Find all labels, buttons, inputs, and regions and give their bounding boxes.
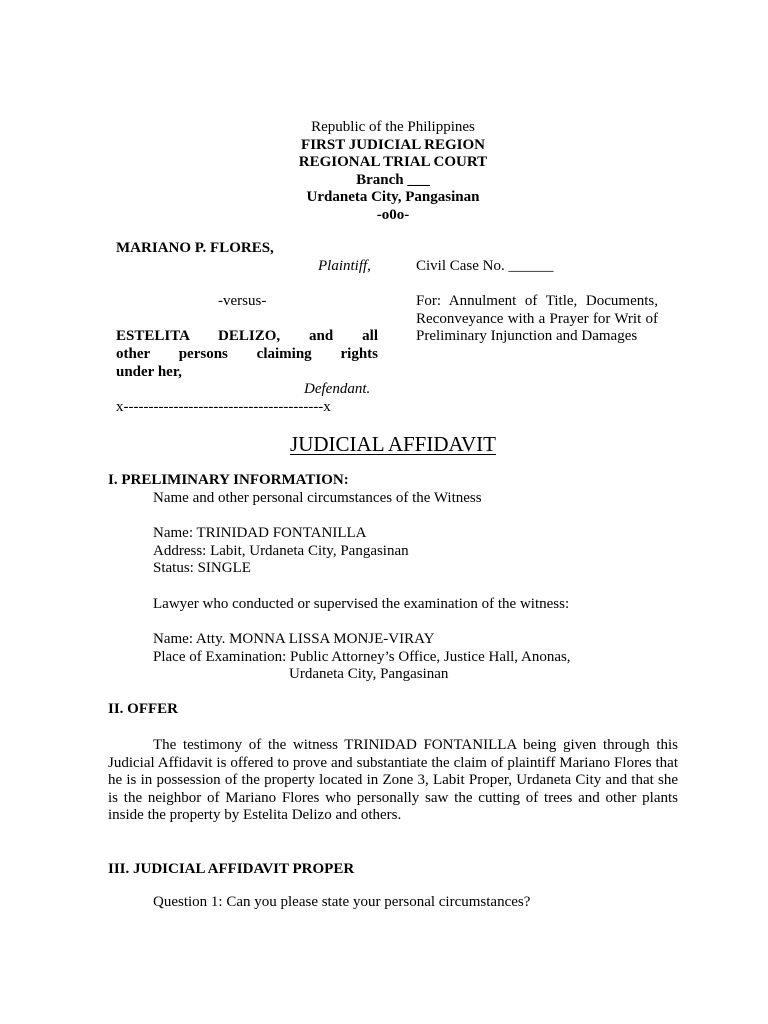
question-1: Question 1: Can you please state your personal circumstances? [153, 894, 531, 910]
witness-address: Address: Labit, Urdaneta City, Pangasinan [153, 543, 409, 559]
header-city: Urdaneta City, Pangasinan [306, 189, 480, 205]
document-title [0, 432, 768, 456]
header-republic: Republic of the Philippines [311, 119, 475, 135]
court-header [0, 119, 768, 224]
plaintiff-role: Plaintiff, [318, 258, 371, 274]
versus-label: -versus- [218, 293, 267, 309]
caption-separator: x----------------------------------------x [116, 399, 331, 415]
document-title-text: JUDICIAL AFFIDAVIT [290, 432, 496, 456]
header-ornament: -o0o- [376, 206, 410, 223]
header-branch: Branch ___ [356, 171, 430, 188]
case-nature: For: Annulment of Title, Documents, Reconveyance with a Prayer for Writ of Preliminary Injunction and Damages [416, 293, 658, 344]
lawyer-intro: Lawyer who conducted or supervised the examination of the witness: [153, 596, 570, 612]
section-3-heading: III. JUDICIAL AFFIDAVIT PROPER [108, 861, 355, 877]
defendant-role: Defendant. [304, 381, 371, 397]
civil-case-number: Civil Case No. ______ [416, 258, 554, 274]
header-judicial-region: FIRST JUDICIAL REGION [301, 136, 485, 153]
section-2-heading: II. OFFER [108, 701, 179, 717]
examination-place-line-2: Urdaneta City, Pangasinan [289, 666, 449, 682]
header-trial-court: REGIONAL TRIAL COURT [298, 154, 488, 170]
witness-status: Status: SINGLE [153, 560, 251, 576]
witness-name: Name: TRINIDAD FONTANILLA [153, 525, 367, 541]
section-1-intro: Name and other personal circumstances of the Witness [153, 490, 482, 506]
examination-place-line-1: Place of Examination: Public Attorney’s Office, Justice Hall, Anonas, [153, 649, 571, 665]
defendant-line-2: other persons claiming rights [116, 346, 378, 362]
section-1-heading: I. PRELIMINARY INFORMATION: [108, 472, 349, 488]
defendant-line-1: ESTELITA DELIZO, and all [116, 328, 378, 344]
lawyer-name: Name: Atty. MONNA LISSA MONJE-VIRAY [153, 631, 435, 647]
offer-paragraph: The testimony of the witness TRINIDAD FONTANILLA being given through this Judicial Affidavit is offered to prove and substantiate the claim of plaintiff Mariano Flores that he is in possession of the property located in Zone 3, Labit Proper, Urdaneta City and that she is the neighbor of Mariano Flores who personally saw the cutting of trees and other plants inside the property by Estelita Delizo and others. [108, 737, 678, 823]
plaintiff-name: MARIANO P. FLORES, [116, 240, 274, 256]
defendant-line-3: under her, [116, 364, 182, 380]
